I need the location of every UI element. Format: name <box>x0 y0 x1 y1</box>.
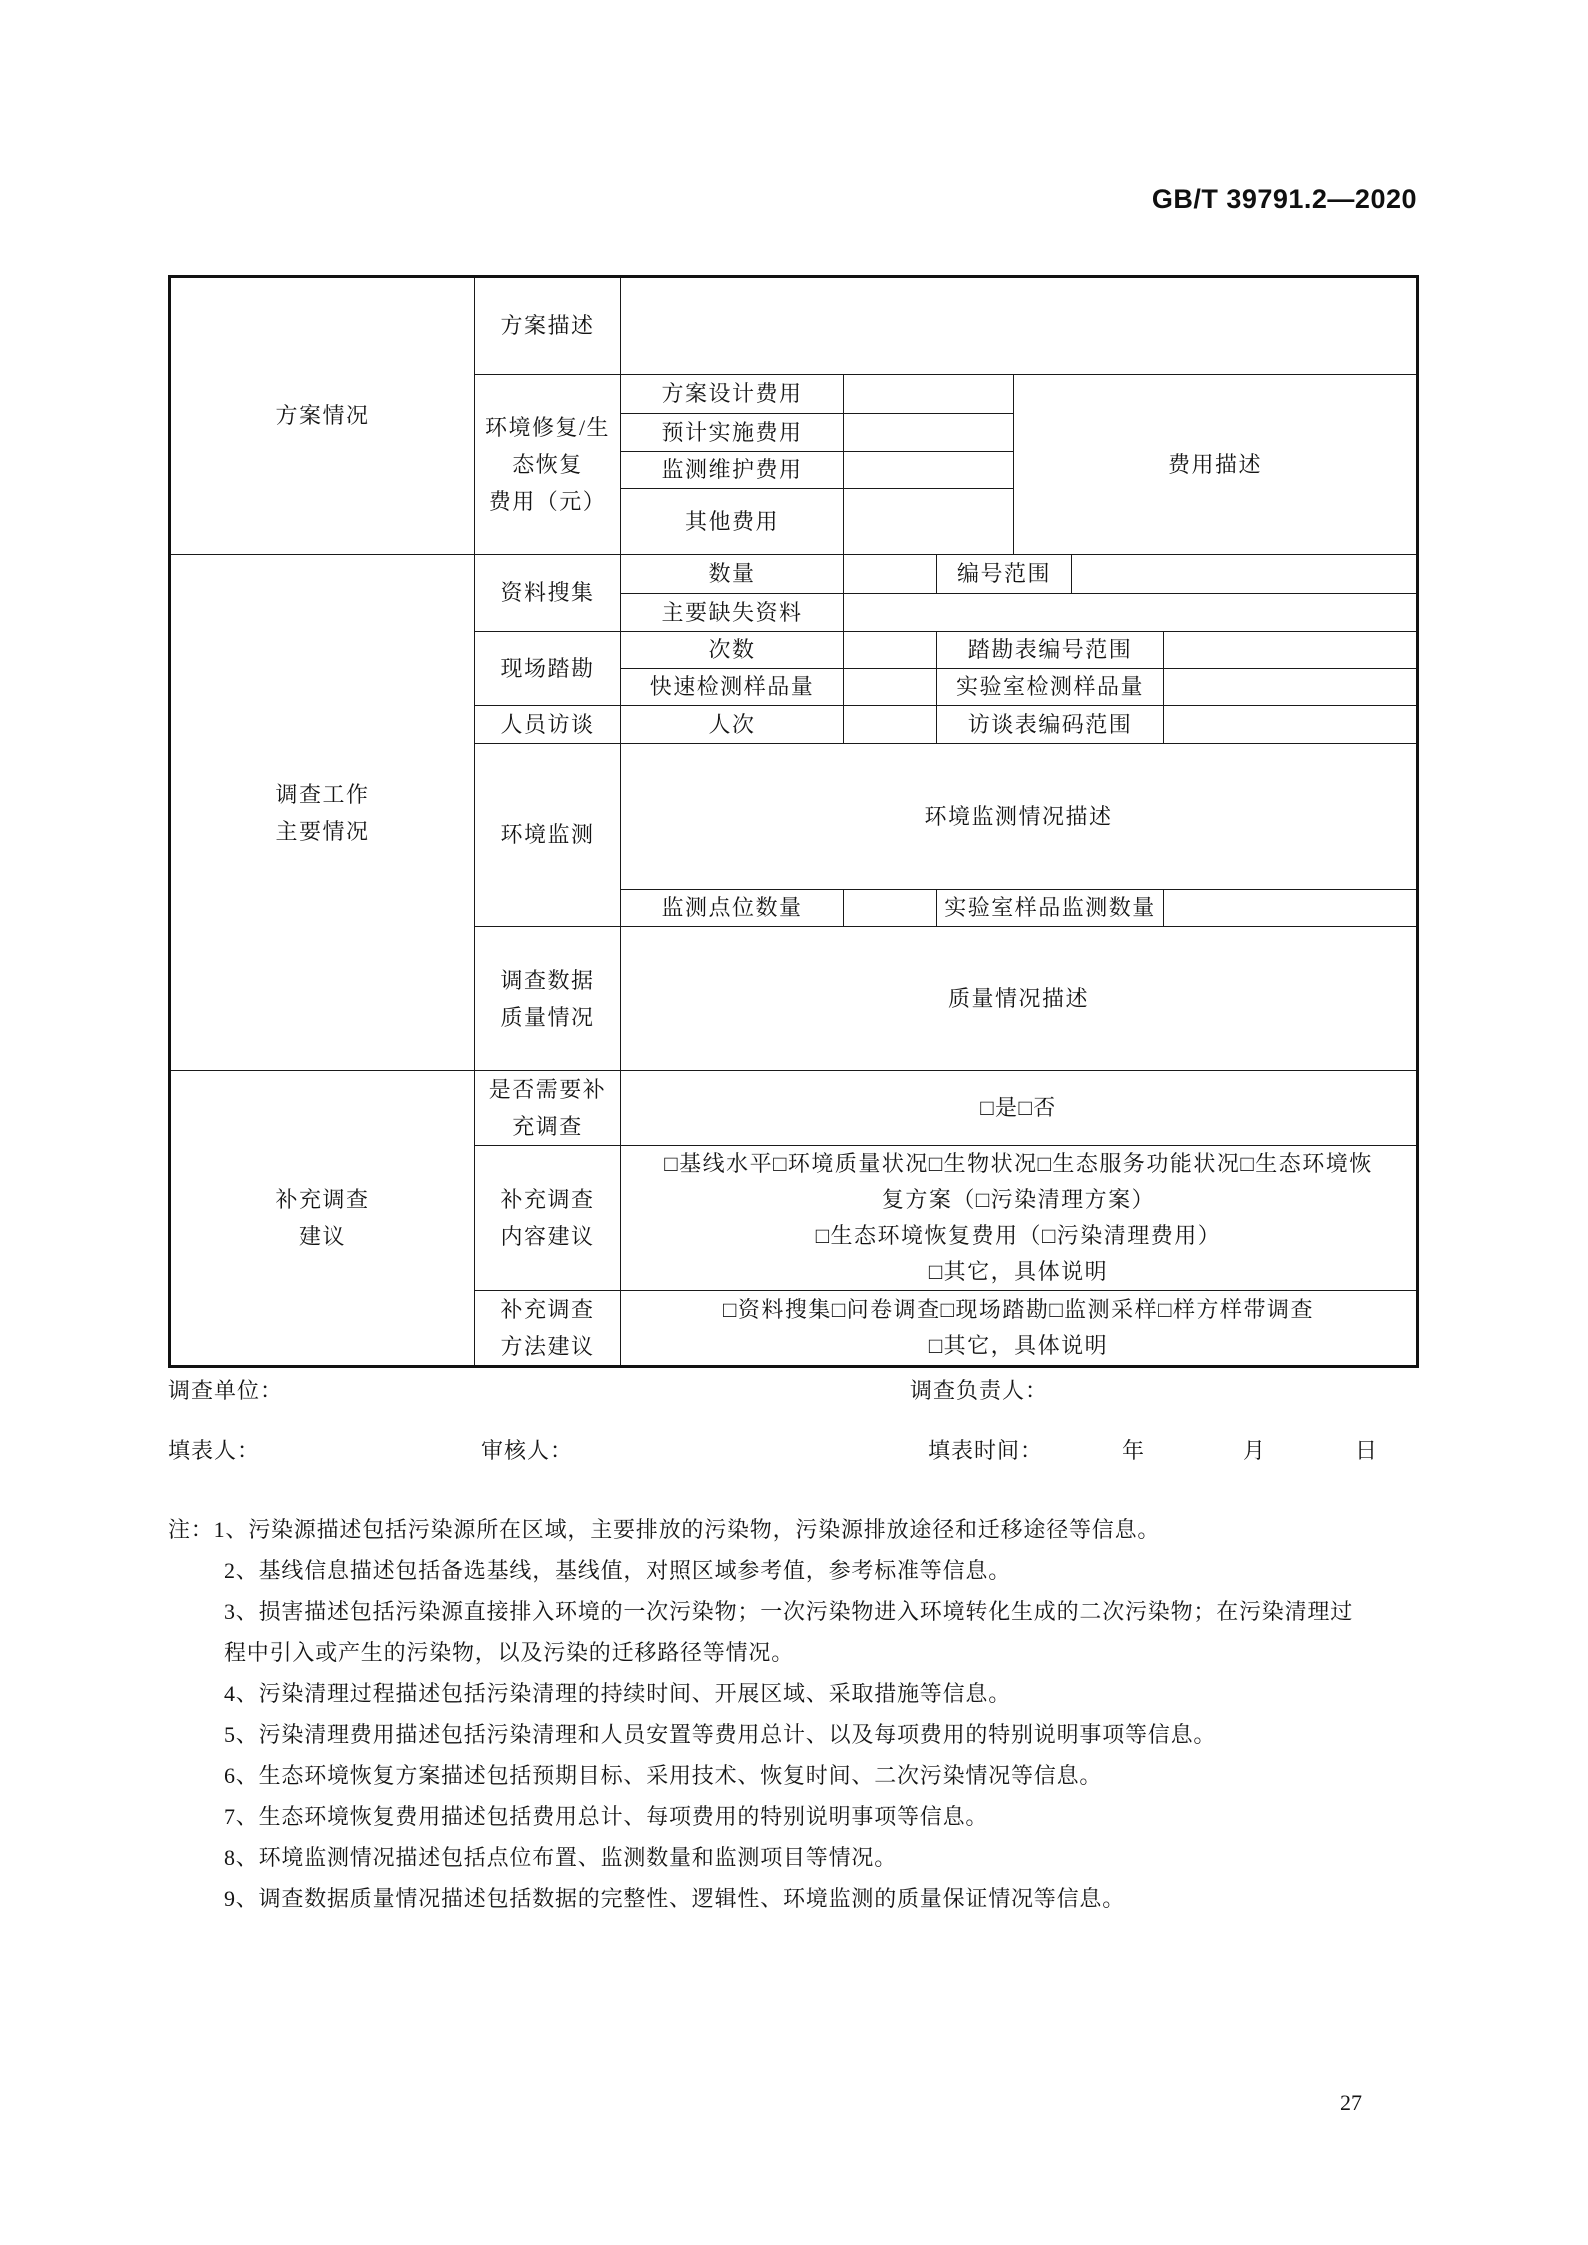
cell-monitor-points-input <box>844 890 937 927</box>
note-line: 6、生态环境恢复方案描述包括预期目标、采用技术、恢复时间、二次污染情况等信息。 <box>224 1763 1103 1788</box>
cell-lab-sample-input <box>1164 890 1418 927</box>
cell-fee-other-label: 其他费用 <box>621 489 844 555</box>
notes-block <box>168 1509 1498 1919</box>
cell-survey-range-input <box>1164 632 1418 669</box>
cell-monitor-desc: 环境监测情况描述 <box>621 744 1418 890</box>
cell-quick-test-label: 快速检测样品量 <box>621 669 844 706</box>
data-quality-line: 质量情况 <box>500 1004 595 1030</box>
survey-form-table <box>168 275 1419 1368</box>
cell-site-survey-label: 现场踏勘 <box>475 632 621 706</box>
note-line: 注：1、污染源描述包括污染源所在区域，主要排放的污染物，污染源排放途径和迁移途径等信息。 <box>168 1517 1161 1542</box>
cell-number-range-input <box>1072 555 1418 594</box>
cell-quantity-label: 数量 <box>621 555 844 594</box>
year-label: 年 <box>1122 1438 1146 1463</box>
cell-person-times-label: 人次 <box>621 706 844 744</box>
cell-fee-implement-input <box>844 414 1014 452</box>
cell-content-suggest-value <box>621 1146 1418 1291</box>
note-line: 3、损害描述包括污染源直接排入环境的一次污染物；一次污染物进入环境转化生成的二次污染物；在污染清理过 <box>224 1599 1354 1624</box>
cell-person-times-input <box>844 706 937 744</box>
cell-method-suggest-label <box>475 1291 621 1367</box>
work-status-line: 调查工作 <box>275 781 370 807</box>
cell-fee-desc-label: 费用描述 <box>1014 375 1418 555</box>
cell-need-supplement-label <box>475 1071 621 1146</box>
need-supplement-line: 是否需要补 <box>488 1077 607 1102</box>
cell-plan-status: 方案情况 <box>170 277 475 555</box>
method-suggest-option-line: □其它，具体说明 <box>928 1333 1109 1358</box>
need-supplement-line: 充调查 <box>512 1114 583 1139</box>
supplement-suggest-line: 建议 <box>298 1224 346 1249</box>
cell-times-input <box>844 632 937 669</box>
content-suggest-option-line: □基线水平□环境质量状况□生物状况□生态服务功能状况□生态环境恢 <box>664 1151 1373 1176</box>
form-filler-label: 填表人： <box>168 1438 261 1463</box>
note-line: 9、调查数据质量情况描述包括数据的完整性、逻辑性、环境监测的质量保证情况等信息。 <box>224 1886 1126 1911</box>
cell-env-monitor-label: 环境监测 <box>475 744 621 927</box>
content-suggest-label-line: 内容建议 <box>500 1224 595 1249</box>
content-suggest-option-line: □生态环境恢复费用（□污染清理费用） <box>815 1223 1222 1248</box>
cell-times-label: 次数 <box>621 632 844 669</box>
cell-fee-design-label: 方案设计费用 <box>621 375 844 414</box>
data-quality-line: 调查数据 <box>500 967 595 993</box>
fee-group-line: 环境修复/生 <box>484 415 611 440</box>
cell-fee-monitor-input <box>844 452 1014 489</box>
cell-lab-test-input <box>1164 669 1418 706</box>
cell-work-status <box>170 555 475 1071</box>
cell-fee-design-input <box>844 375 1014 414</box>
note-line: 4、污染清理过程描述包括污染清理的持续时间、开展区域、采取措施等信息。 <box>224 1681 1012 1706</box>
content-suggest-option-line: 复方案（□污染清理方案） <box>881 1187 1156 1212</box>
cell-fee-implement-label: 预计实施费用 <box>621 414 844 452</box>
survey-unit-label: 调查单位： <box>168 1378 284 1403</box>
cell-content-suggest-label <box>475 1146 621 1291</box>
cell-data-collect-label: 资料搜集 <box>475 555 621 632</box>
note-line: 7、生态环境恢复费用描述包括费用总计、每项费用的特别说明事项等信息。 <box>224 1804 989 1829</box>
note-line: 5、污染清理费用描述包括污染清理和人员安置等费用总计、以及每项费用的特别说明事项等信息。 <box>224 1722 1217 1747</box>
cell-interview-range-label: 访谈表编码范围 <box>937 706 1164 744</box>
cell-fee-monitor-label: 监测维护费用 <box>621 452 844 489</box>
cell-number-range-label: 编号范围 <box>937 555 1072 594</box>
cell-supplement-suggest <box>170 1071 475 1367</box>
method-suggest-option-line: □资料搜集□问卷调查□现场踏勘□监测采样□样方样带调查 <box>723 1297 1314 1322</box>
day-label: 日 <box>1355 1438 1379 1463</box>
cell-plan-desc-label: 方案描述 <box>475 277 621 375</box>
cell-survey-range-label: 踏勘表编号范围 <box>937 632 1164 669</box>
cell-missing-data-label: 主要缺失资料 <box>621 594 844 632</box>
cell-monitor-points-label: 监测点位数量 <box>621 890 844 927</box>
cell-lab-test-label: 实验室检测样品量 <box>937 669 1164 706</box>
cell-quantity-input <box>844 555 937 594</box>
supplement-suggest-line: 补充调查 <box>275 1187 370 1212</box>
method-suggest-label-line: 方法建议 <box>500 1334 595 1359</box>
cell-method-suggest-value <box>621 1291 1418 1367</box>
cell-fee-other-input <box>844 489 1014 555</box>
cell-interview-range-input <box>1164 706 1418 744</box>
page-number: 27 <box>1340 2090 1362 2115</box>
cell-fee-group-label <box>475 375 621 555</box>
cell-quality-desc: 质量情况描述 <box>621 927 1418 1071</box>
content-suggest-label-line: 补充调查 <box>500 1187 595 1212</box>
cell-quick-test-input <box>844 669 937 706</box>
note-line: 8、环境监测情况描述包括点位布置、监测数量和监测项目等情况。 <box>224 1845 898 1870</box>
work-status-line: 主要情况 <box>275 818 370 844</box>
survey-leader-label: 调查负责人： <box>910 1378 1049 1403</box>
fill-time-label: 填表时间： <box>928 1438 1044 1463</box>
cell-lab-sample-label: 实验室样品监测数量 <box>937 890 1164 927</box>
cell-missing-data-input <box>844 594 1418 632</box>
fee-group-line: 态恢复 <box>512 452 583 477</box>
fee-group-line: 费用（元） <box>488 489 607 514</box>
method-suggest-label-line: 补充调查 <box>500 1297 595 1322</box>
cell-plan-desc-input <box>621 277 1418 375</box>
month-label: 月 <box>1243 1438 1267 1463</box>
cell-interview-label: 人员访谈 <box>475 706 621 744</box>
reviewer-label: 审核人： <box>481 1438 574 1463</box>
content-suggest-option-line: □其它，具体说明 <box>928 1259 1109 1284</box>
note-line: 2、基线信息描述包括备选基线，基线值，对照区域参考值，参考标准等信息。 <box>224 1558 1012 1583</box>
note-line: 程中引入或产生的污染物，以及污染的迁移路径等情况。 <box>224 1640 795 1665</box>
cell-data-quality-label <box>475 927 621 1071</box>
cell-need-supplement-value: □是□否 <box>621 1071 1418 1146</box>
standard-number: GB/T 39791.2—2020 <box>1151 184 1417 214</box>
